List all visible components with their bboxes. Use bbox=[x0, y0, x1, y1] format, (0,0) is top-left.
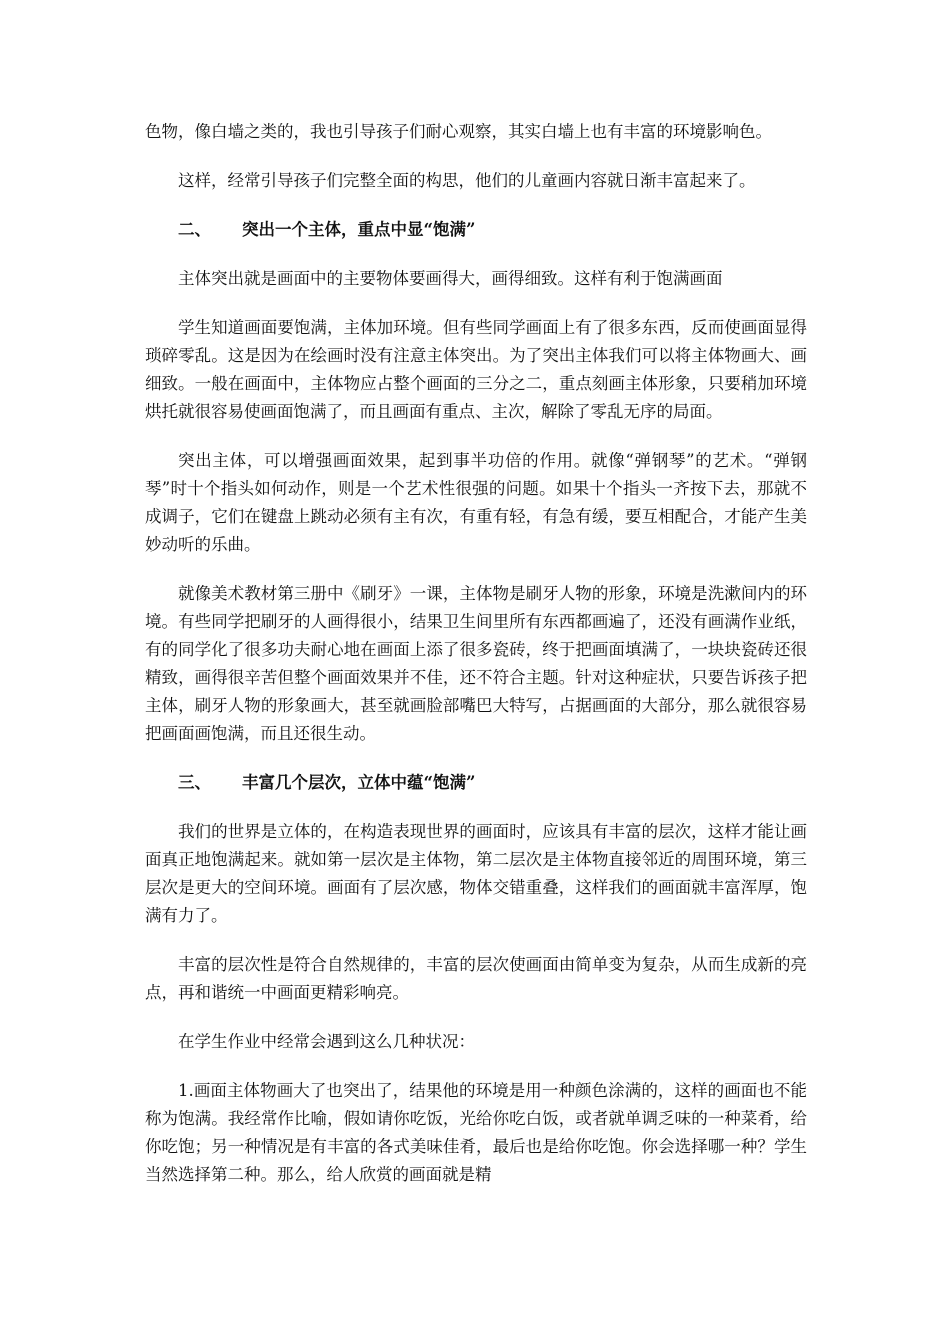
document-page bbox=[145, 118, 807, 1210]
paragraph-7: 我们的世界是立体的，在构造表现世界的画面时，应该具有丰富的层次，这样才能让画面真正地饱满起来。就如第一层次是主体物，第二层次是主体物直接邻近的周围环境，第三层次是更大的空间环境。画面有了层次感，物体交错重叠，这样我们的画面就丰富浑厚，饱满有力了。 bbox=[145, 822, 807, 925]
paragraph-8: 丰富的层次性是符合自然规律的，丰富的层次使画面由简单变为复杂，从而生成新的亮点，再和谐统一中画面更精彩响亮。 bbox=[145, 955, 807, 1002]
section-number-3: 三、 bbox=[178, 773, 211, 792]
paragraph-6: 就像美术教材第三册中《刷牙》一课，主体物是刷牙人物的形象，环境是洗漱间内的环境。有些同学把刷牙的人画得很小，结果卫生间里所有东西都画遍了，还没有画满作业纸，有的同学化了很多功夫耐心地在画面上添了很多瓷砖，终于把画面填满了，一块块瓷砖还很精致，画得很辛苦但整个画面效果并不佳，还不符合主题。针对这种症状，只要告诉孩子把主体，刷牙人物的形象画大，甚至就画脸部嘴巴大特写，占据画面的大部分，那么就很容易把画面画饱满，而且还很生动。 bbox=[145, 584, 807, 743]
section-heading-3 bbox=[145, 769, 807, 797]
section-heading-2 bbox=[145, 216, 807, 244]
paragraph-4: 学生知道画面要饱满，主体加环境。但有些同学画面上有了很多东西，反而使画面显得琐碎零乱。这是因为在绘画时没有注意主体突出。为了突出主体我们可以将主体物画大、画细致。一般在画面中，主体物应占整个画面的三分之二，重点刻画主体形象，只要稍加环境烘托就很容易使画面饱满了，而且画面有重点、主次，解除了零乱无序的局面。 bbox=[145, 318, 807, 421]
paragraph-1: 色物，像白墙之类的，我也引导孩子们耐心观察，其实白墙上也有丰富的环境影响色。 bbox=[145, 122, 772, 141]
paragraph-3: 主体突出就是画面中的主要物体要画得大，画得细致。这样有利于饱满画面 bbox=[178, 269, 723, 288]
section-title-3: 丰富几个层次，立体中蕴“饱满” bbox=[242, 773, 476, 792]
paragraph-10: 1.画面主体物画大了也突出了，结果他的环境是用一种颜色涂满的，这样的画面也不能称为饱满。我经常作比喻，假如请你吃饭，光给你吃白饭，或者就单调乏味的一种菜肴，给你吃饱；另一种情况是有丰富的各式美味佳肴，最后也是给你吃饱。你会选择哪一种？学生当然选择第二种。那么，给人欣赏的画面就是精 bbox=[145, 1081, 807, 1184]
paragraph-5: 突出主体，可以增强画面效果，起到事半功倍的作用。就像“弹钢琴”的艺术。“弹钢琴”时十个指头如何动作，则是一个艺术性很强的问题。如果十个指头一齐按下去，那就不成调子，它们在键盘上跳动必须有主有次，有重有轻，有急有缓，要互相配合，才能产生美妙动听的乐曲。 bbox=[145, 451, 807, 554]
section-number-2: 二、 bbox=[178, 220, 211, 239]
paragraph-9: 在学生作业中经常会遇到这么几种状况： bbox=[178, 1032, 475, 1051]
section-title-2: 突出一个主体，重点中显“饱满” bbox=[242, 220, 476, 239]
paragraph-2: 这样，经常引导孩子们完整全面的构思，他们的儿童画内容就日渐丰富起来了。 bbox=[178, 171, 756, 190]
